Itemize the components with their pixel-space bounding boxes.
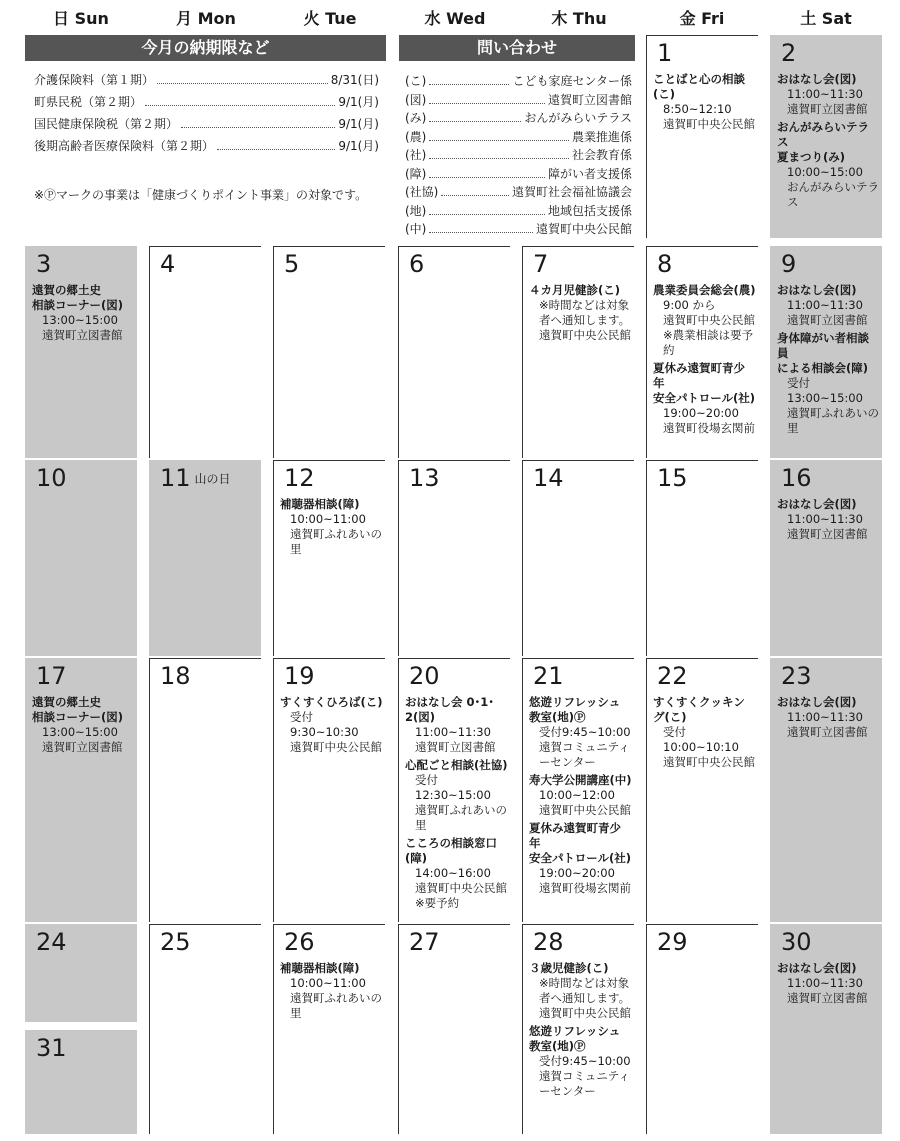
deadline-label: 国民健康保険税（第２期）: [34, 117, 179, 131]
event-item: [653, 695, 756, 770]
event-item: [529, 961, 632, 1021]
event-title: ３歳児健診(こ): [529, 961, 609, 975]
day-number: [36, 1033, 67, 1063]
contact-code: (農): [405, 129, 427, 144]
contact-code: (社協): [405, 185, 439, 199]
event-detail: 遠賀町中央公民館: [539, 328, 631, 342]
day-cell-24: [25, 924, 137, 1022]
day-cell-16: [770, 460, 882, 656]
event-item: [777, 497, 880, 542]
day-number-text: 28: [533, 928, 564, 956]
contact-name: 障がい者支援係: [547, 166, 632, 181]
event-detail: 遠賀コミュニティーセンター: [539, 740, 630, 769]
day-number-text: 10: [36, 464, 67, 492]
day-number-text: 14: [533, 464, 564, 492]
day-number: [409, 927, 440, 957]
contact-row: [405, 109, 632, 127]
day-cell-5: [273, 246, 385, 458]
day-number-text: 21: [533, 662, 564, 690]
day-number: [409, 249, 424, 279]
day-number-text: 27: [409, 928, 440, 956]
contact-code: (中): [405, 222, 427, 236]
day-cell-21: [522, 658, 634, 922]
day-cell-10: [25, 460, 137, 656]
event-detail: 14:00~16:00: [415, 866, 491, 880]
contact-row: [405, 202, 632, 220]
day-number: [781, 38, 796, 68]
day-number-text: 11: [160, 464, 191, 492]
event-title: 遠賀の郷土史 相談コーナー(図): [32, 283, 124, 312]
day-number: [409, 463, 440, 493]
event-item: [280, 695, 383, 755]
contact-code: (地): [405, 203, 427, 218]
event-detail: 遠賀町ふれあいの里: [787, 406, 879, 435]
day-cell-22: [646, 658, 758, 922]
day-number: [36, 661, 67, 691]
event-detail: 遠賀町立図書館: [787, 725, 868, 739]
day-number-text: 19: [284, 662, 315, 690]
event-detail: 遠賀町立図書館: [787, 102, 868, 116]
event-detail: 11:00~11:30: [787, 710, 863, 724]
day-cell-9: [770, 246, 882, 458]
event-item: [529, 1024, 632, 1099]
event-title: 夏休み遠賀町青少年 安全パトロール(社): [529, 821, 632, 865]
event-detail: おんがみらいテラス: [787, 180, 879, 209]
event-list: [777, 497, 880, 545]
day-cell-13: [398, 460, 510, 656]
day-number: [160, 463, 231, 494]
contact-name: おんがみらいテラス: [524, 111, 632, 125]
event-detail: 受付 12:30~15:00: [415, 773, 491, 802]
event-detail: 遠賀町ふれあいの里: [415, 803, 507, 832]
day-number: [781, 463, 812, 493]
event-item: [280, 497, 383, 557]
event-detail: 遠賀コミュニティーセンター: [539, 1069, 630, 1098]
day-number: [36, 927, 67, 957]
event-detail: 10:00~11:00: [290, 976, 366, 990]
event-list: [529, 283, 632, 346]
day-cell-7: [522, 246, 634, 458]
deadline-date: 9/1(月): [338, 117, 379, 131]
day-number-text: 22: [657, 662, 688, 690]
event-detail: 受付 9:30~10:30: [290, 710, 359, 739]
event-detail: ※時間などは対象 者へ通知します。: [539, 298, 631, 327]
day-number-text: 9: [781, 250, 797, 278]
contact-row: [405, 165, 632, 183]
contact-code: (み): [405, 111, 427, 125]
event-title: おはなし会 0･1･2(図): [405, 695, 495, 724]
event-title: 補聴器相談(障): [280, 497, 360, 511]
contacts-title: 問い合わせ: [399, 35, 635, 61]
deadline-label: 町県民税（第２期）: [34, 95, 143, 109]
day-number: [533, 463, 564, 493]
day-cell-25: [149, 924, 261, 1134]
event-detail: 遠賀町中央公民館: [415, 881, 507, 895]
dow-mon: 月 Mon: [176, 9, 236, 28]
event-list: [777, 72, 880, 213]
event-detail: 遠賀町ふれあいの里: [290, 991, 382, 1020]
dow-tue: 火 Tue: [303, 9, 357, 28]
event-title: 補聴器相談(障): [280, 961, 360, 975]
event-detail: 10:00~11:00: [290, 512, 366, 526]
event-detail: 11:00~11:30: [787, 87, 863, 101]
contact-row: [405, 220, 632, 238]
day-number: [284, 927, 315, 957]
day-number: [160, 927, 191, 957]
day-number: [657, 661, 688, 691]
contact-row: [405, 91, 632, 109]
contact-code: (図): [405, 92, 427, 107]
event-title: おはなし会(図): [777, 72, 857, 86]
event-detail: 遠賀町役場玄関前: [663, 421, 755, 435]
day-number-text: 12: [284, 464, 315, 492]
event-list: [280, 497, 383, 560]
day-number: [284, 661, 315, 691]
event-title: 心配ごと相談(社協): [405, 758, 508, 772]
day-number: [36, 249, 51, 279]
event-item: [529, 821, 632, 896]
day-number: [781, 927, 812, 957]
event-item: [529, 695, 632, 770]
event-detail: 遠賀町立図書館: [787, 313, 868, 327]
event-item: [529, 283, 632, 343]
day-number: [160, 661, 191, 691]
event-detail: 遠賀町役場玄関前: [539, 881, 631, 895]
deadlines-title: 今月の納期限など: [25, 35, 386, 61]
day-number-text: 20: [409, 662, 440, 690]
day-number-text: 16: [781, 464, 812, 492]
event-detail: 10:00~12:00: [539, 788, 615, 802]
contact-row: [405, 72, 632, 90]
event-item: [32, 695, 135, 755]
event-detail: 9:00 から: [663, 298, 716, 312]
event-detail: 遠賀町中央公民館: [663, 755, 755, 769]
deadline-row: [34, 93, 379, 111]
event-title: ４カ月児健診(こ): [529, 283, 621, 297]
event-detail: ※要予約: [415, 896, 460, 910]
event-list: [777, 695, 880, 743]
event-title: おはなし会(図): [777, 497, 857, 511]
event-list: [653, 695, 756, 773]
day-cell-12: [273, 460, 385, 656]
contact-row: [405, 146, 632, 164]
event-detail: 遠賀町立図書館: [42, 740, 123, 754]
day-number: [781, 661, 812, 691]
event-detail: 遠賀町ふれあいの里: [290, 527, 382, 556]
event-detail: 遠賀町中央公民館: [539, 1006, 631, 1020]
event-title: 夏休み遠賀町青少年 安全パトロール(社): [653, 361, 756, 405]
deadline-date: 8/31(日): [330, 73, 379, 87]
day-number-text: 18: [160, 662, 191, 690]
day-number-text: 17: [36, 662, 67, 690]
contact-name: 遠賀町社会福祉協議会: [511, 185, 632, 199]
day-cell-6: [398, 246, 510, 458]
event-item: [405, 836, 508, 911]
event-title: こころの相談窓口(障): [405, 836, 497, 865]
day-number: [533, 661, 564, 691]
event-detail: 10:00~15:00: [787, 165, 863, 179]
event-item: [777, 72, 880, 117]
event-detail: 受付9:45~10:00: [539, 725, 631, 739]
contact-name: 遠賀町立図書館: [547, 92, 632, 107]
day-number: [533, 927, 564, 957]
event-title: おんがみらいテラス 夏まつり(み): [777, 120, 869, 164]
day-number: [657, 927, 688, 957]
event-detail: 受付9:45~10:00: [539, 1054, 631, 1068]
deadline-date: 9/1(月): [338, 95, 379, 109]
event-item: [777, 120, 880, 210]
event-title: おはなし会(図): [777, 695, 857, 709]
event-title: 悠遊リフレッシュ 教室(地)Ⓟ: [529, 695, 621, 724]
contact-row: [405, 183, 632, 201]
day-cell-4: [149, 246, 261, 458]
day-cell-1: [646, 35, 758, 238]
event-detail: 13:00~15:00: [42, 725, 118, 739]
event-detail: 11:00~11:30: [787, 976, 863, 990]
event-detail: 遠賀町中央公民館: [290, 740, 382, 754]
deadline-date: 9/1(月): [338, 139, 379, 153]
event-detail: 受付 10:00~10:10: [663, 725, 739, 754]
day-number-text: 31: [36, 1034, 67, 1062]
event-detail: 遠賀町中央公民館: [663, 117, 755, 131]
deadline-row: [34, 71, 379, 89]
contact-code: (社): [405, 148, 427, 162]
day-number-text: 6: [409, 250, 425, 278]
point-note: ※Ⓟマークの事業は「健康づくりポイント事業」の対象です。: [34, 188, 368, 202]
event-item: [529, 773, 632, 818]
day-number-text: 23: [781, 662, 812, 690]
contact-name: 社会教育係: [571, 148, 632, 162]
day-number: [284, 463, 315, 493]
dow-wed: 水 Wed: [424, 9, 486, 28]
contact-name: 遠賀町中央公民館: [535, 222, 632, 236]
day-number-text: 30: [781, 928, 812, 956]
day-number: [533, 249, 548, 279]
deadline-label: 後期高齢者医療保険料（第２期）: [34, 139, 215, 153]
day-cell-8: [646, 246, 758, 458]
day-number-text: 3: [36, 250, 52, 278]
day-cell-15: [646, 460, 758, 656]
event-list: [280, 695, 383, 758]
event-item: [653, 283, 756, 358]
event-detail: 受付 13:00~15:00: [787, 376, 863, 405]
dow-thu: 木 Thu: [551, 9, 607, 28]
day-cell-20: [398, 658, 510, 922]
event-detail: 19:00~20:00: [663, 406, 739, 420]
day-number-text: 15: [657, 464, 688, 492]
day-cell-31: [25, 1030, 137, 1134]
day-cell-18: [149, 658, 261, 922]
event-list: [32, 283, 135, 346]
day-cell-14: [522, 460, 634, 656]
day-number-text: 8: [657, 250, 673, 278]
event-detail: 遠賀町中央公民館: [539, 803, 631, 817]
holiday-label: 山の日: [194, 472, 231, 486]
day-number-text: 7: [533, 250, 549, 278]
day-number: [36, 463, 67, 493]
event-title: 遠賀の郷土史 相談コーナー(図): [32, 695, 124, 724]
event-title: 悠遊リフレッシュ 教室(地)Ⓟ: [529, 1024, 621, 1053]
contact-code: (障): [405, 166, 427, 181]
day-cell-11: [149, 460, 261, 656]
event-detail: 遠賀町立図書館: [415, 740, 496, 754]
event-title: おはなし会(図): [777, 283, 857, 297]
event-item: [405, 695, 508, 755]
day-number: [657, 38, 672, 68]
day-number: [781, 249, 796, 279]
dow-fri: 金 Fri: [679, 9, 725, 28]
event-item: [777, 961, 880, 1006]
day-number: [160, 249, 175, 279]
event-detail: ※農業相談は要予約: [663, 328, 754, 357]
event-detail: 遠賀町中央公民館: [663, 313, 755, 327]
contact-name: 農業推進係: [571, 129, 632, 144]
event-item: [280, 961, 383, 1021]
day-cell-29: [646, 924, 758, 1134]
event-list: [529, 961, 632, 1102]
day-cell-30: [770, 924, 882, 1134]
event-item: [777, 695, 880, 740]
event-item: [777, 331, 880, 436]
event-title: すくすくクッキング(こ): [653, 695, 745, 724]
event-list: [777, 283, 880, 439]
day-number: [284, 249, 299, 279]
event-detail: 11:00~11:30: [787, 298, 863, 312]
event-detail: 11:00~11:30: [415, 725, 491, 739]
event-detail: 遠賀町立図書館: [787, 527, 868, 541]
day-number-text: 13: [409, 464, 440, 492]
event-title: 寿大学公開講座(中): [529, 773, 632, 787]
day-cell-2: [770, 35, 882, 238]
event-list: [405, 695, 508, 914]
event-list: [653, 283, 756, 439]
event-item: [405, 758, 508, 833]
deadline-row: [34, 115, 379, 133]
day-cell-17: [25, 658, 137, 922]
deadline-row: [34, 137, 379, 155]
event-title: ことばと心の相談(こ): [653, 72, 745, 101]
event-detail: 11:00~11:30: [787, 512, 863, 526]
contact-code: (こ): [405, 74, 427, 88]
event-detail: 8:50~12:10: [663, 102, 732, 116]
day-number-text: 4: [160, 250, 176, 278]
day-number: [409, 661, 440, 691]
event-list: [280, 961, 383, 1024]
dow-sat: 土 Sat: [800, 9, 852, 28]
day-cell-28: [522, 924, 634, 1134]
contact-name: こども家庭センター係: [512, 74, 632, 88]
day-number-text: 5: [284, 250, 300, 278]
event-item: [653, 72, 756, 132]
event-list: [529, 695, 632, 899]
event-list: [32, 695, 135, 758]
event-detail: 遠賀町立図書館: [42, 328, 123, 342]
event-detail: ※時間などは対象 者へ通知します。: [539, 976, 631, 1005]
day-cell-19: [273, 658, 385, 922]
day-cell-3: [25, 246, 137, 458]
day-number: [657, 249, 672, 279]
day-cell-23: [770, 658, 882, 922]
event-item: [32, 283, 135, 343]
day-number-text: 24: [36, 928, 67, 956]
event-title: おはなし会(図): [777, 961, 857, 975]
day-number-text: 25: [160, 928, 191, 956]
contact-name: 地域包括支援係: [547, 203, 632, 218]
deadline-label: 介護保険料（第１期）: [34, 73, 155, 87]
day-number-text: 2: [781, 39, 797, 67]
day-cell-26: [273, 924, 385, 1134]
event-item: [653, 361, 756, 436]
event-list: [653, 72, 756, 135]
day-number-text: 29: [657, 928, 688, 956]
event-detail: 13:00~15:00: [42, 313, 118, 327]
event-item: [777, 283, 880, 328]
event-list: [777, 961, 880, 1009]
event-title: すくすくひろば(こ): [280, 695, 383, 709]
day-number-text: 1: [657, 39, 673, 67]
event-detail: 19:00~20:00: [539, 866, 615, 880]
dow-sun: 日 Sun: [53, 9, 109, 28]
day-number-text: 26: [284, 928, 315, 956]
event-detail: 遠賀町立図書館: [787, 991, 868, 1005]
day-number: [657, 463, 688, 493]
event-title: 身体障がい者相談員 による相談会(障): [777, 331, 869, 375]
contact-row: [405, 128, 632, 146]
day-cell-27: [398, 924, 510, 1134]
event-title: 農業委員会総会(農): [653, 283, 756, 297]
